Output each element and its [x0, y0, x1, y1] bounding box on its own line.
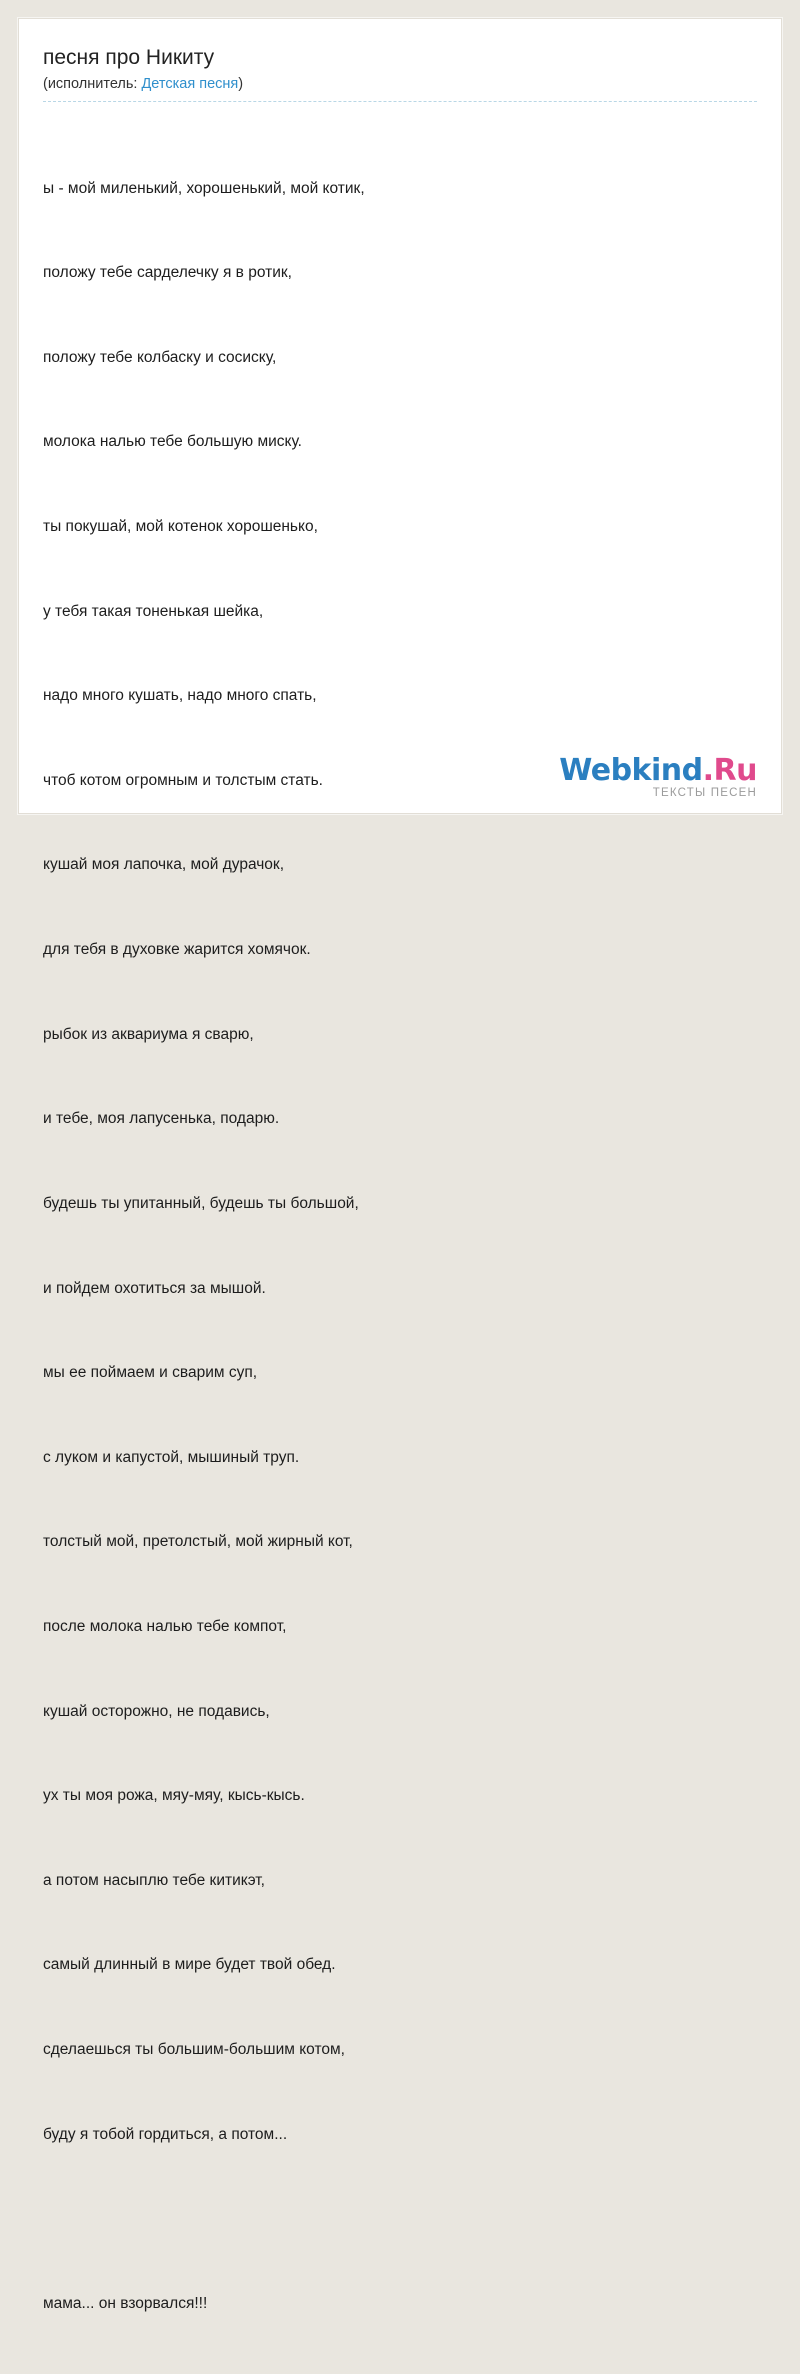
- performer-prefix-label: (исполнитель:: [43, 76, 138, 93]
- watermark-brand-name: Webkind: [559, 752, 703, 788]
- lyrics-line-blank: [43, 2205, 757, 2233]
- lyrics-line: с луком и капустой, мышиный труп.: [43, 1448, 300, 1466]
- lyrics-line: буду я тобой гордиться, а потом...: [43, 2125, 288, 2143]
- lyrics-line: самый длинный в мире будет твой обед.: [43, 1956, 336, 1974]
- lyrics-line: для тебя в духовке жарится хомячок.: [43, 941, 311, 959]
- watermark-brand: [559, 752, 757, 788]
- lyrics-line: и пойдем охотиться за мышой.: [43, 1279, 266, 1297]
- page-content: [19, 19, 781, 2312]
- lyrics-line: ы - мой миленький, хорошенький, мой котик,: [43, 179, 365, 197]
- lyrics-line: надо много кушать, надо много спать,: [43, 687, 317, 705]
- site-watermark: [559, 752, 757, 800]
- lyrics-line: кушай осторожно, не подавись,: [43, 1702, 270, 1720]
- lyrics-line: положу тебе колбаску и сосиску,: [43, 348, 277, 366]
- lyrics-line: сделаешься ты большим-большим котом,: [43, 2041, 345, 2058]
- lyrics-text: [43, 118, 757, 2374]
- lyrics-line: молока налью тебе большую миску.: [43, 433, 302, 451]
- lyrics-line: у тебя такая тоненькая шейка,: [43, 602, 264, 620]
- lyrics-line: после молока налью тебе компот,: [43, 1617, 287, 1635]
- performer-link[interactable]: Детская песня: [141, 76, 239, 93]
- lyrics-line: будешь ты упитанный, будешь ты большой,: [43, 1194, 359, 1212]
- lyrics-line: положу тебе сарделечку я в ротик,: [43, 264, 292, 282]
- lyrics-line: а потом насыплю тебе китикэт,: [43, 1871, 265, 1889]
- lyrics-line: кушай моя лапочка, мой дурачок,: [43, 856, 285, 874]
- watermark-tagline: ТЕКСТЫ ПЕСЕН: [652, 786, 757, 799]
- performer-suffix-label: ): [238, 76, 244, 93]
- lyrics-line: ты покушай, мой котенок хорошенько,: [43, 518, 318, 536]
- song-page-card: [18, 18, 782, 2312]
- performer-line: [43, 76, 757, 102]
- lyrics-line: и тебе, моя лапусенька, подарю.: [43, 1110, 280, 1128]
- lyrics-line: толстый мой, претолстый, мой жирный кот,: [43, 1533, 353, 1551]
- lyrics-line: мы ее поймаем и сварим суп,: [43, 1364, 258, 1382]
- lyrics-line: рыбок из аквариума я сварю,: [43, 1025, 254, 1043]
- lyrics-line: ух ты моя рожа, мяу-мяу, кысь-кысь.: [43, 1787, 305, 1805]
- page-title: песня про Никиту: [43, 46, 215, 69]
- lyrics-line: чтоб котом огромным и толстым стать.: [43, 771, 323, 789]
- watermark-domain: .Ru: [702, 752, 757, 788]
- lyrics-line: мама... он взорвался!!!: [43, 2294, 208, 2312]
